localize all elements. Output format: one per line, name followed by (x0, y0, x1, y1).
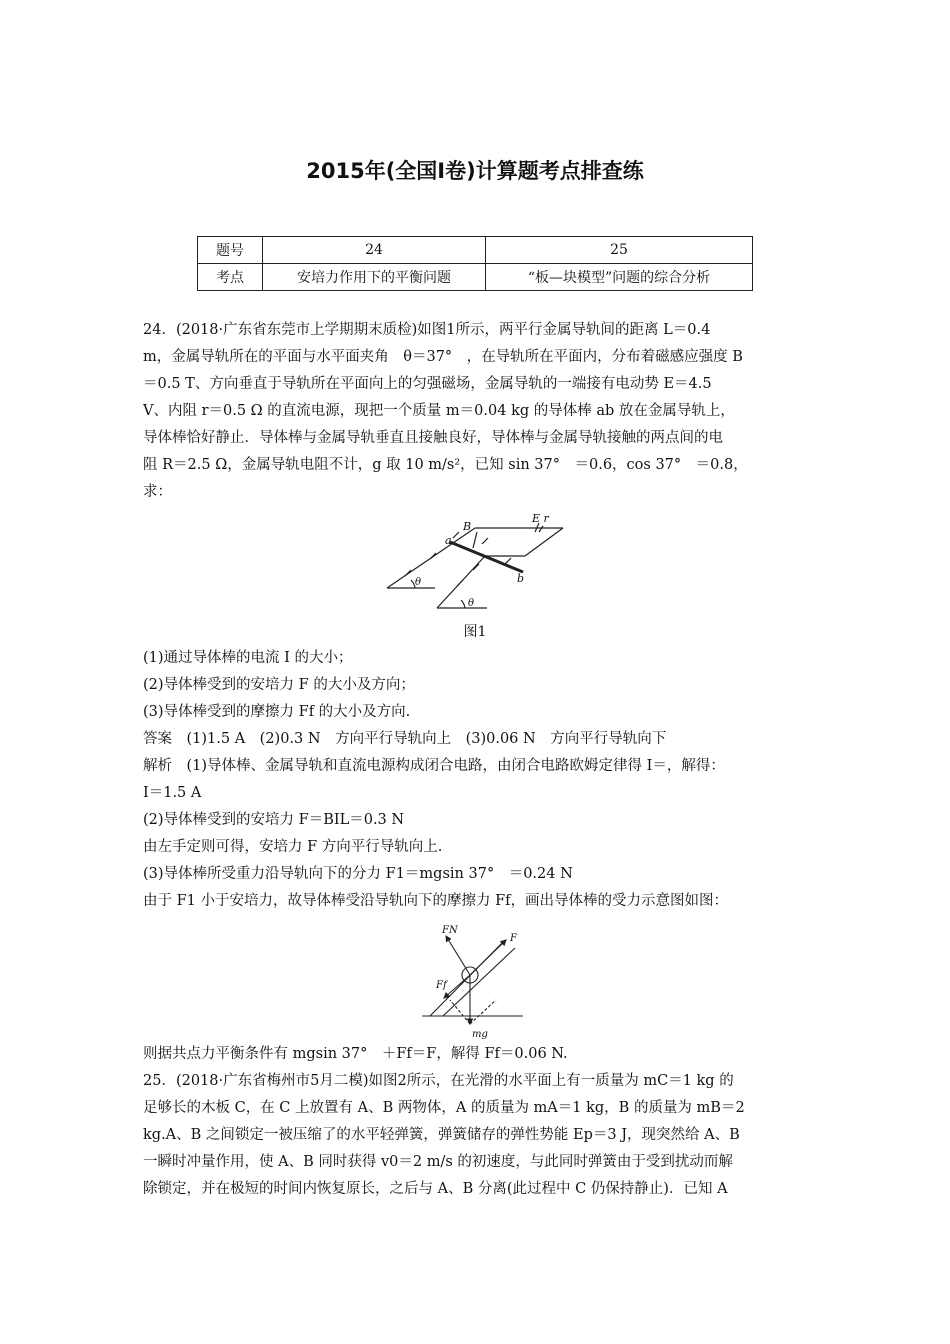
label-FN: FN (442, 925, 458, 936)
table-cell: 24 (263, 237, 486, 264)
q24-solution-line: (2)导体棒受到的安培力 F＝BIL＝0.3 N (143, 812, 405, 828)
label-B: B (463, 520, 472, 533)
q25-line: 足够长的木板 C，在 C 上放置有 A、B 两物体，A 的质量为 mA＝1 kg，B 的质量为 mB＝2 (143, 1100, 745, 1116)
label-Er: E r (532, 512, 549, 525)
q24-answer: 答案 (1)1.5 A (2)0.3 N 方向平行导轨向上 (3)0.06 N 方向平行导轨向下 (143, 731, 667, 747)
label-b: b (517, 572, 525, 585)
q24-line: ＝0.5 T、方向垂直于导轨所在平面向上的匀强磁场，金属导轨的一端接有电动势 E＝4.5 (143, 376, 712, 392)
figure-1-caption: 图1 (463, 624, 487, 640)
q24-question: (3)导体棒受到的摩擦力 Ff 的大小及方向. (143, 704, 411, 720)
q24-line: 24．(2018·广东省东莞市上学期期末质检)如图1所示，两平行金属导轨间的距离 L＝0.4 (143, 322, 711, 338)
label-theta: θ (415, 577, 422, 588)
table-cell: “板—块模型”问题的综合分析 (486, 264, 753, 291)
table-cell: 安培力作用下的平衡问题 (263, 264, 486, 291)
q24-question: (1)通过导体棒的电流 I 的大小； (143, 650, 353, 666)
topic-table (197, 236, 753, 291)
figure-1-rails-diagram (385, 510, 570, 615)
q25-line: kg.A、B 之间锁定一被压缩了的水平轻弹簧，弹簧储存的弹性势能 Ep＝3 J，现突然给 A、B (143, 1127, 740, 1143)
table-cell: 题号 (198, 237, 263, 264)
q24-line: 阻 R＝2.5 Ω，金属导轨电阻不计，g 取 10 m/s²，已知 sin 37° ＝0.6，cos 37° ＝0.8， (143, 457, 748, 473)
q24-line: 导体棒恰好静止．导体棒与金属导轨垂直且接触良好，导体棒与金属导轨接触的两点间的电 (143, 430, 723, 446)
table-cell: 考点 (198, 264, 263, 291)
label-F: F (510, 933, 517, 944)
table-cell: 25 (486, 237, 753, 264)
q24-line: V、内阻 r＝0.5 Ω 的直流电源，现把一个质量 m＝0.04 kg 的导体棒 ab 放在金属导轨上， (143, 403, 735, 419)
q25-line: 一瞬时冲量作用，使 A、B 同时获得 v0＝2 m/s 的初速度，与此同时弹簧由于受到扰动而解 (143, 1154, 733, 1170)
q24-solution-line: 解析 (1)导体棒、金属导轨和直流电源构成闭合电路，由闭合电路欧姆定律得 I＝，解得： (143, 758, 725, 774)
q24-question: (2)导体棒受到的安培力 F 的大小及方向； (143, 677, 415, 693)
label-mg: mg (472, 1029, 488, 1040)
q25-line: 除锁定，并在极短的时间内恢复原长，之后与 A、B 分离(此过程中 C 仍保持静止)．已知 A (143, 1181, 728, 1197)
label-Ff: Ff (436, 980, 447, 991)
q24-line: m，金属导轨所在的平面与水平面夹角 θ＝37° ，在导轨所在平面内，分布着磁感应强度 B (143, 349, 743, 365)
q24-solution-line: 由左手定则可得，安培力 F 方向平行导轨向上. (143, 839, 443, 855)
table-row (198, 264, 753, 291)
page-title: 2015年(全国Ⅰ卷)计算题考点排查练 (306, 159, 644, 183)
q24-solution-line: (3)导体棒所受重力沿导轨向下的分力 F1＝mgsin 37° ＝0.24 N (143, 866, 573, 882)
label-theta: θ (468, 598, 475, 609)
q24-solution-line: I＝1.5 A (143, 785, 202, 801)
q25-line: 25．(2018·广东省梅州市5月二模)如图2所示，在光滑的水平面上有一质量为 mC＝1 kg 的 (143, 1073, 734, 1089)
force-diagram (420, 918, 525, 1040)
q24-line: 求： (143, 484, 172, 500)
q24-conclusion: 则据共点力平衡条件有 mgsin 37° ＋Ff＝F，解得 Ff＝0.06 N. (143, 1046, 568, 1062)
q24-solution-line: 由于 F1 小于安培力，故导体棒受沿导轨向下的摩擦力 Ff，画出导体棒的受力示意图如图： (143, 893, 729, 909)
table-row (198, 237, 753, 264)
label-a: a (445, 534, 452, 547)
